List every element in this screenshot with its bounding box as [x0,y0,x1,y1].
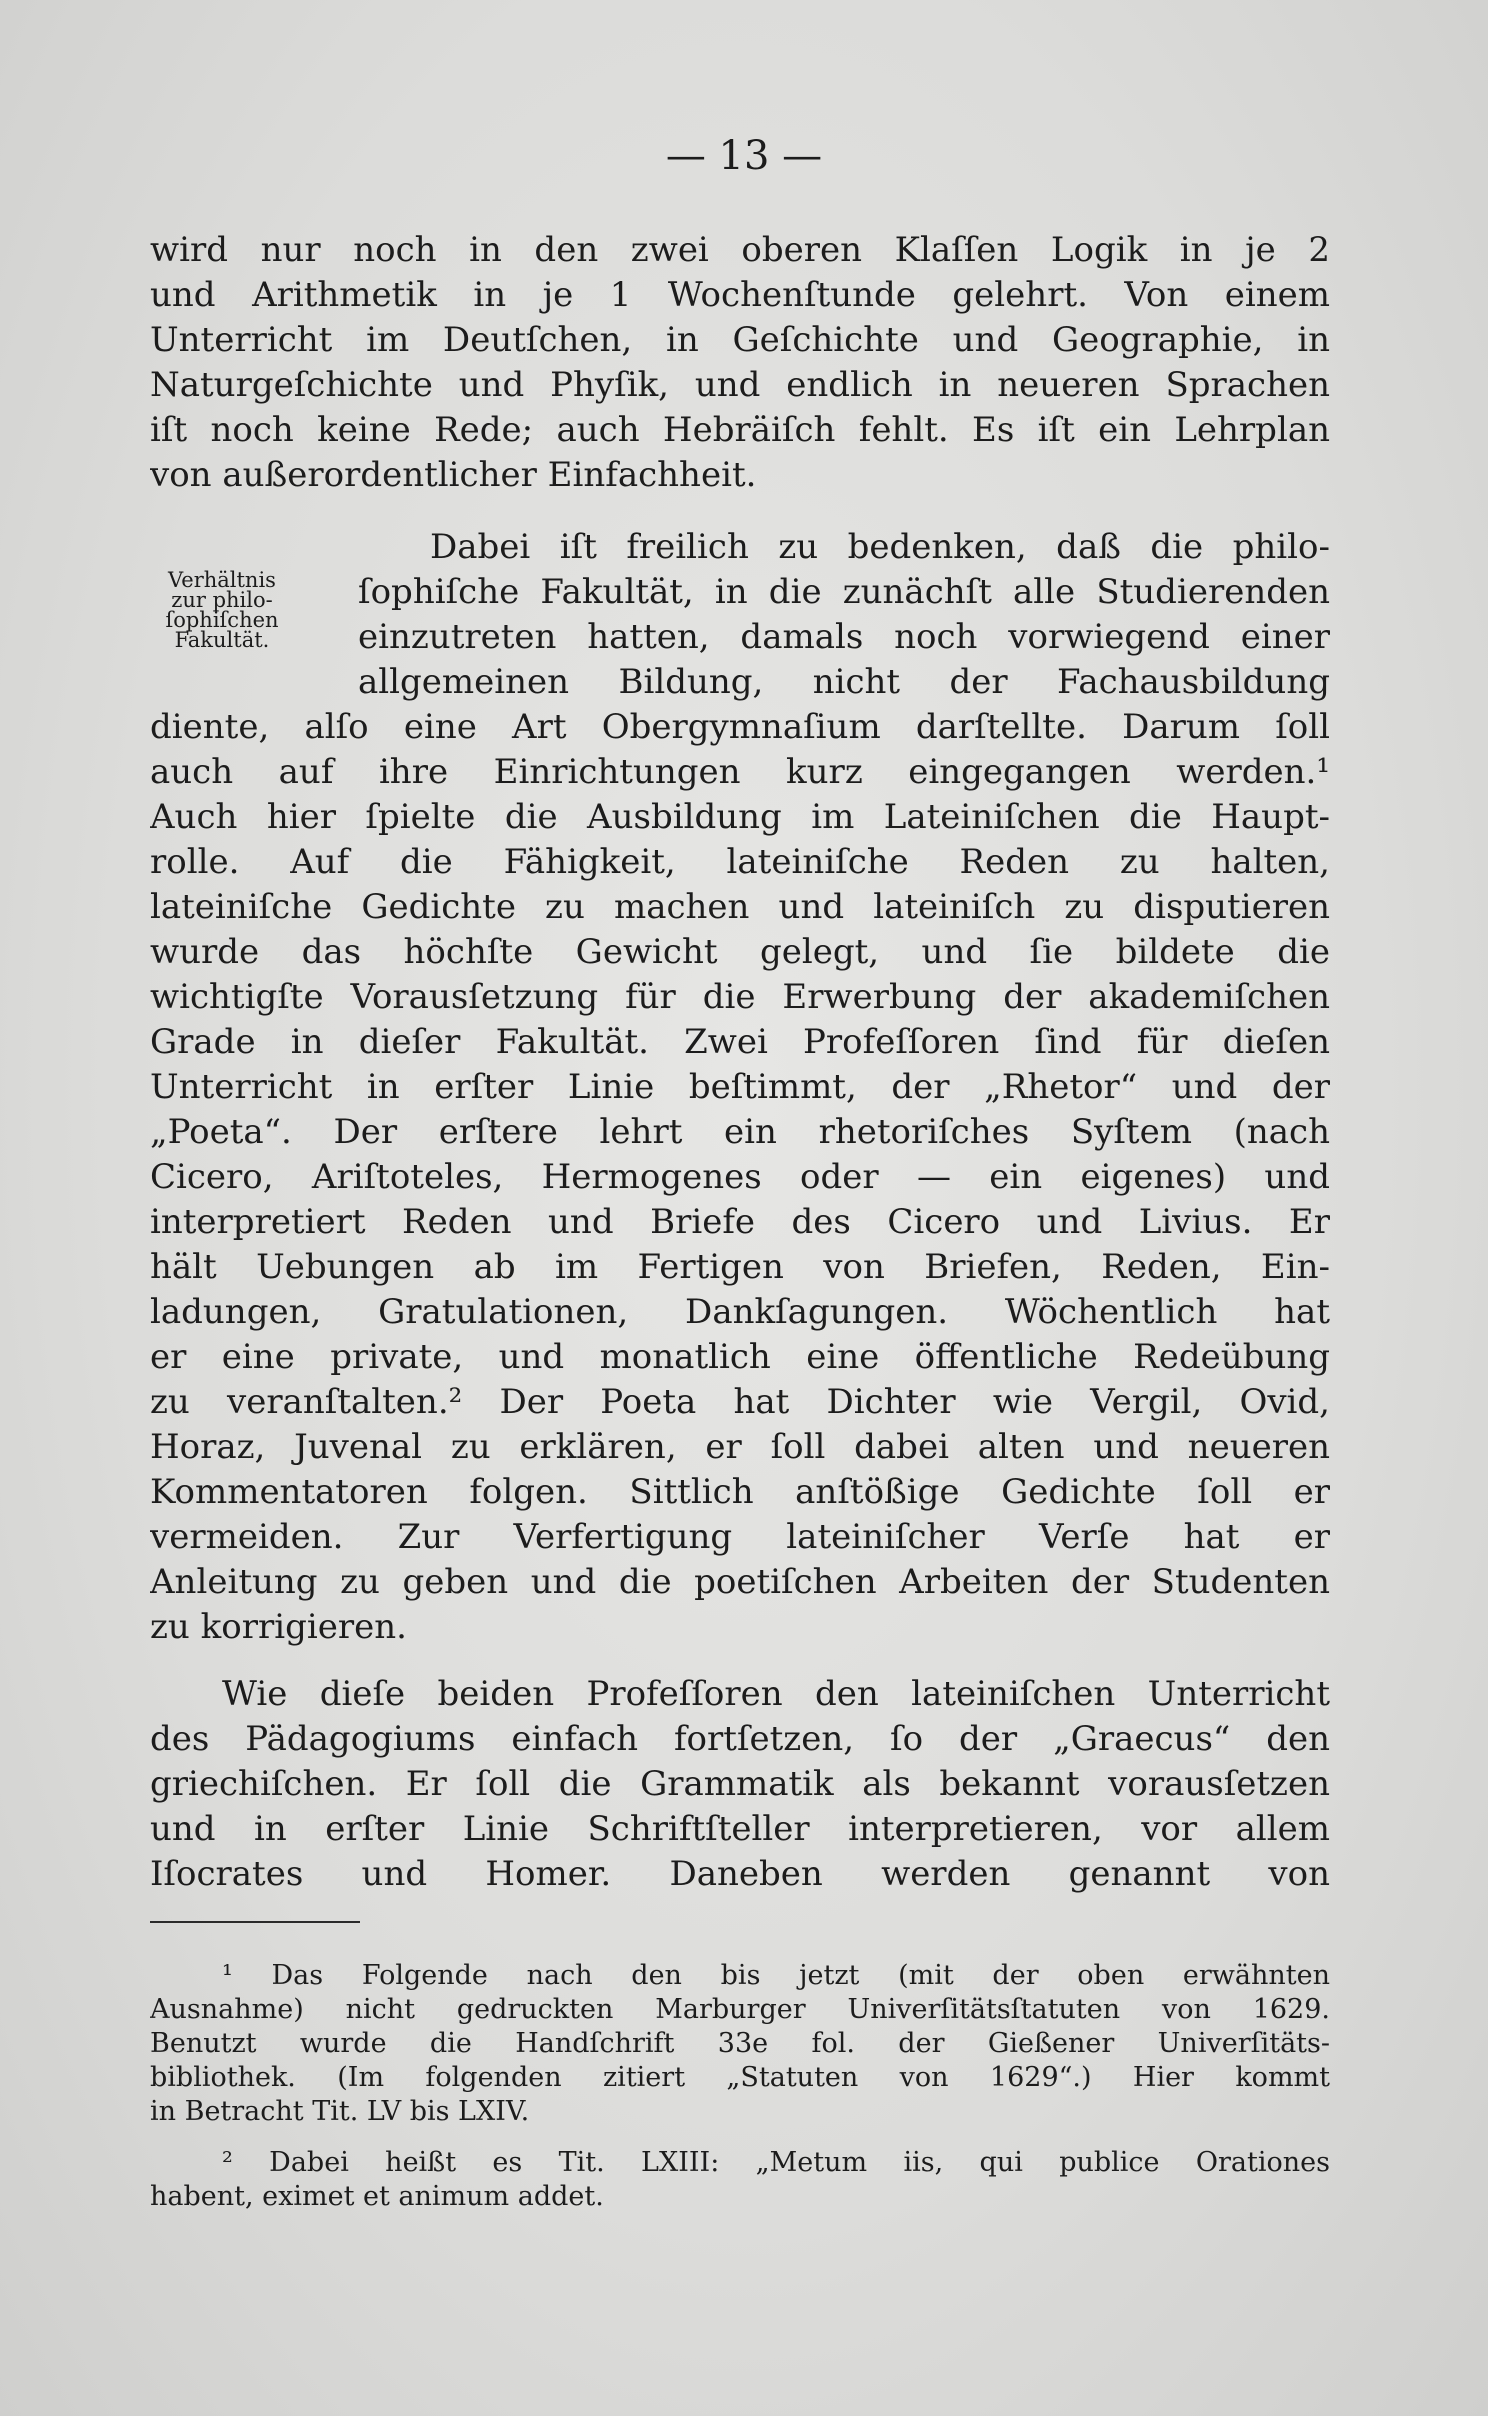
body-line: Dabei iſt freilich zu bedenken, daß die philo- [430,527,1330,567]
body-line: ladungen, Gratulationen, Dankſagungen. Wöchentlich hat [150,1292,1330,1332]
margin-note [132,570,312,650]
body-line: hält Uebungen ab im Fertigen von Briefen, Reden, Ein- [150,1247,1330,1287]
body-line: zu korrigieren. [150,1607,407,1647]
margin-note-line: ſophiſchen [165,608,279,632]
body-line: wird nur noch in den zwei oberen Klaſſen Logik in je 2 [150,230,1330,270]
body-line: Kommentatoren folgen. Sittlich anſtößige Gedichte ſoll er [150,1472,1330,1512]
footnote-line: habent, eximet et animum addet. [150,2181,604,2212]
body-line: Unterricht in erſter Linie beſtimmt, der „Rhetor“ und der [150,1067,1330,1107]
body-line: allgemeinen Bildung, nicht der Fachausbildung [358,662,1330,702]
footnote-separator [150,1921,360,1923]
body-line: von außerordentlicher Einfachheit. [150,455,757,495]
body-line: auch auf ihre Einrichtungen kurz eingegangen werden.¹ [150,752,1330,792]
footnote-line: ² Dabei heißt es Tit. LXIII: „Metum iis, qui publice Orationes [222,2147,1330,2178]
body-line: Iſocrates und Homer. Daneben werden genannt von [150,1854,1330,1894]
body-line: Cicero, Ariſtoteles, Hermogenes oder — ein eigenes) und [150,1157,1330,1197]
body-line: und Arithmetik in je 1 Wochenſtunde gelehrt. Von einem [150,275,1330,315]
body-line: diente, alſo eine Art Obergymnaſium darſtellte. Darum ſoll [150,707,1330,747]
body-line: Unterricht im Deutſchen, in Geſchichte und Geographie, in [150,320,1330,360]
body-line: Grade in dieſer Fakultät. Zwei Profeſſoren ſind für dieſen [150,1022,1330,1062]
body-line: „Poeta“. Der erſtere lehrt ein rhetoriſches Syſtem (nach [150,1112,1330,1152]
body-line: iſt noch keine Rede; auch Hebräiſch fehlt. Es iſt ein Lehrplan [150,410,1330,450]
body-line: ſophiſche Fakultät, in die zunächſt alle Studierenden [358,572,1330,612]
margin-note-line: Verhältnis [168,568,276,592]
body-line: er eine private, und monatlich eine öffentliche Redeübung [150,1337,1330,1377]
body-line: Naturgeſchichte und Phyſik, und endlich in neueren Sprachen [150,365,1330,405]
body-line: des Pädagogiums einfach fortſetzen, ſo der „Graecus“ den [150,1719,1330,1759]
page-number: — 13 — [665,133,823,179]
body-line: wichtigſte Vorausſetzung für die Erwerbung der akademiſchen [150,977,1330,1017]
footnote-line: bibliothek. (Im folgenden zitiert „Statuten von 1629“.) Hier kommt [150,2062,1330,2093]
footnote-line: Ausnahme) nicht gedruckten Marburger Univerſitätsſtatuten von 1629. [150,1994,1330,2025]
body-line: wurde das höchſte Gewicht gelegt, und ſie bildete die [150,932,1330,972]
body-line: zu veranſtalten.² Der Poeta hat Dichter wie Vergil, Ovid, [150,1382,1330,1422]
body-line: Wie dieſe beiden Profeſſoren den lateiniſchen Unterricht [222,1674,1330,1714]
body-line: lateiniſche Gedichte zu machen und lateiniſch zu disputieren [150,887,1330,927]
margin-note-line: Fakultät. [174,628,270,652]
body-line: griechiſchen. Er ſoll die Grammatik als bekannt vorausſetzen [150,1764,1330,1804]
footnote-line: in Betracht Tit. LV bis LXIV. [150,2096,530,2127]
margin-note-line: zur philo- [171,588,273,612]
body-line: interpretiert Reden und Briefe des Cicero und Livius. Er [150,1202,1330,1242]
footnote-line: ¹ Das Folgende nach den bis jetzt (mit der oben erwähnten [222,1960,1330,1991]
body-line: und in erſter Linie Schriftſteller interpretieren, vor allem [150,1809,1330,1849]
body-line: vermeiden. Zur Verfertigung lateiniſcher Verſe hat er [150,1517,1330,1557]
body-line: Auch hier ſpielte die Ausbildung im Lateiniſchen die Haupt- [150,797,1330,837]
body-line: Anleitung zu geben und die poetiſchen Arbeiten der Studenten [150,1562,1330,1602]
footnote-line: Benutzt wurde die Handſchrift 33e fol. der Gießener Univerſitäts- [150,2028,1330,2059]
body-line: einzutreten hatten, damals noch vorwiegend einer [358,617,1330,657]
body-line: rolle. Auf die Fähigkeit, lateiniſche Reden zu halten, [150,842,1330,882]
body-line: Horaz, Juvenal zu erklären, er ſoll dabei alten und neueren [150,1427,1330,1467]
